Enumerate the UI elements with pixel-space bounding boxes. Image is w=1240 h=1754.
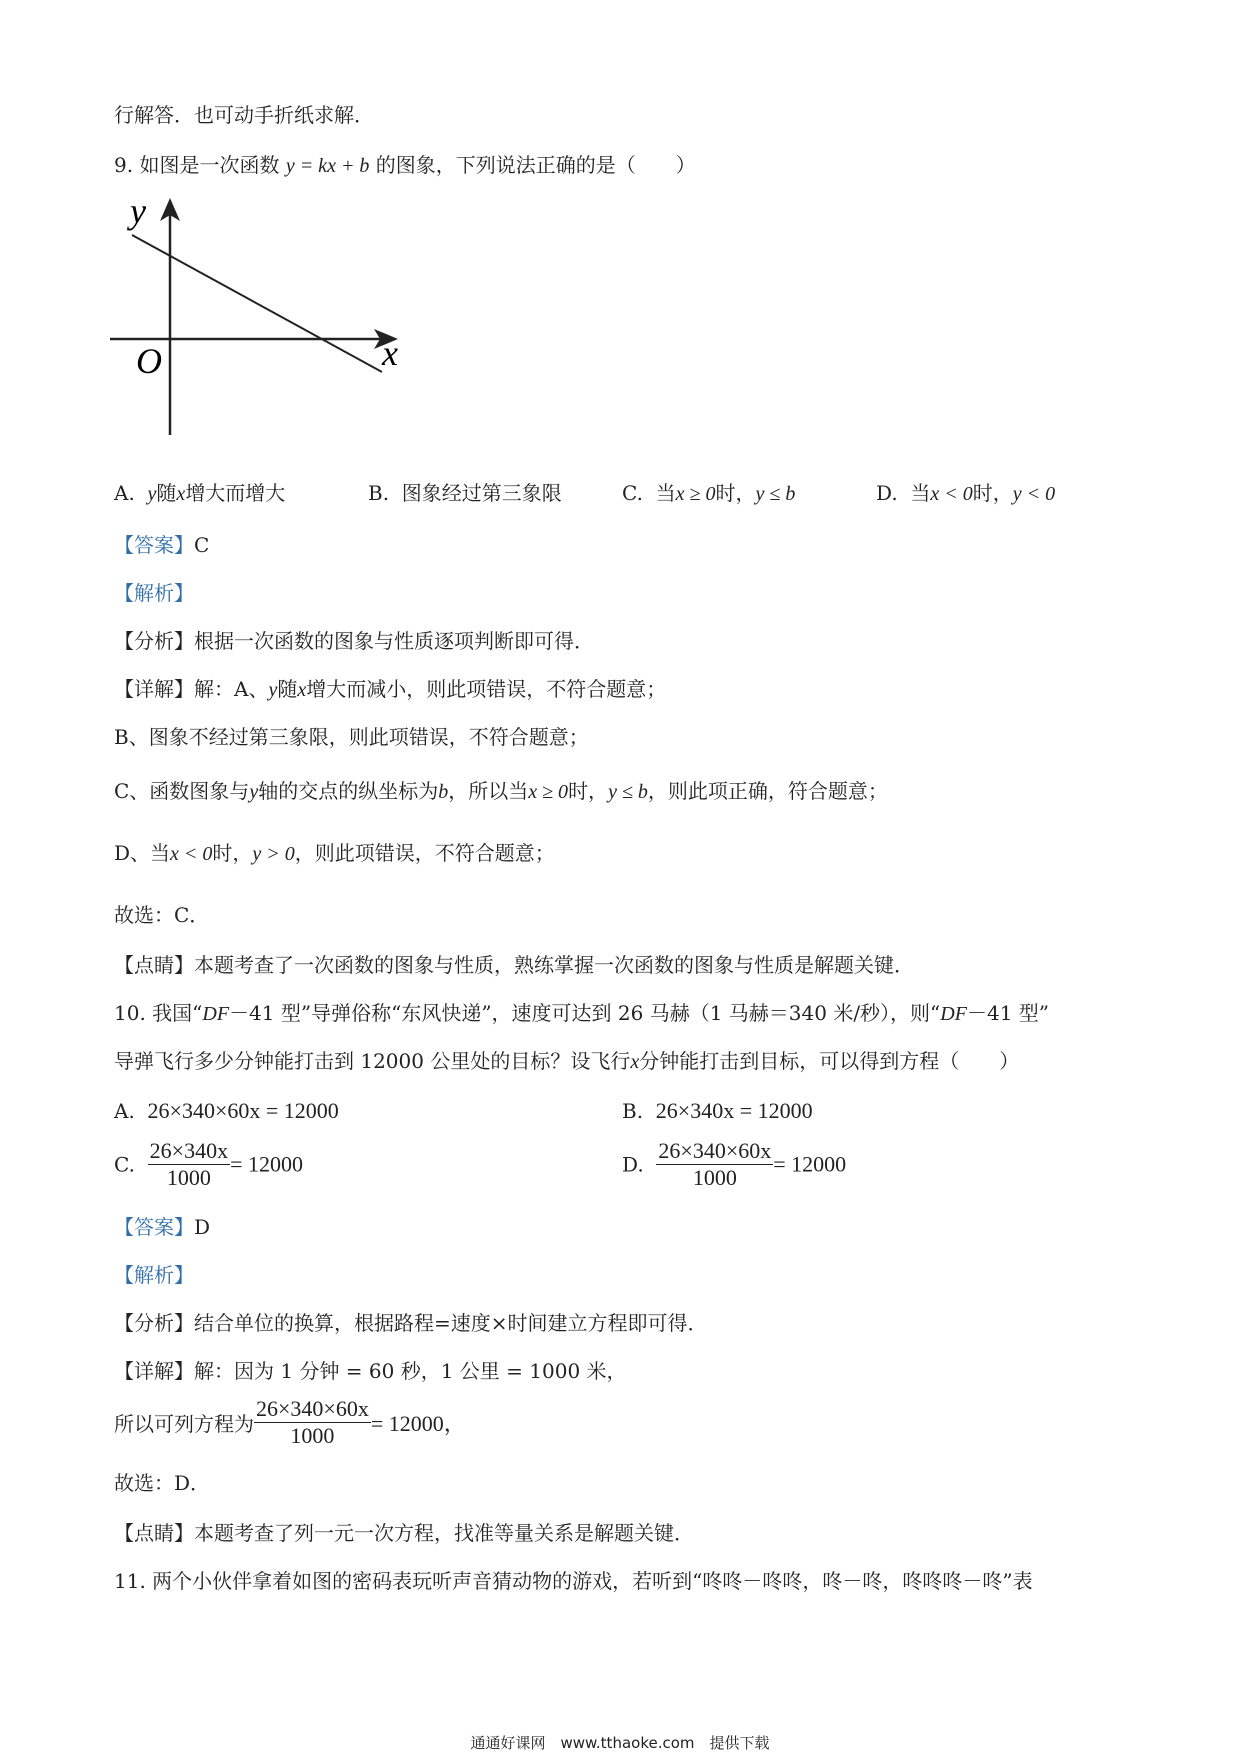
q11-stem: 11. 两个小伙伴拿着如图的密码表玩听声音猜动物的游戏，若听到“咚咚－咚咚，咚－咚，咚咚咚－咚”表 — [114, 1569, 1033, 1593]
answer-tag: 【答案】 — [114, 1215, 194, 1239]
q9-stem-pre: 9. 如图是一次函数 — [114, 153, 280, 177]
q10-answer — [114, 1212, 210, 1242]
q9-dianjing: 【点睛】本题考查了一次函数的图象与性质，熟练掌握一次函数的图象与性质是解题关键． — [114, 953, 914, 977]
q10-answer-value: D — [194, 1215, 211, 1239]
q10-option-c: C. $\frac{26\times 340x}{1000}$ = 12000 — [114, 1138, 304, 1190]
q9-detail-b: B、图象不经过第三象限，则此项错误，不符合题意； — [114, 725, 589, 749]
q9-option-d: D. 当x < 0时，y < 0 — [876, 481, 1056, 505]
q9-y-label: y — [130, 195, 146, 231]
q10-equation-fraction: $\frac{26\times 340\times 60x}{1000}$ — [256, 1396, 369, 1448]
q9-answer-value: C — [194, 533, 210, 557]
q9-option-b: B. 图象经过第三象限 — [368, 481, 562, 505]
q10-option-d: D. $\frac{26\times 340\times 60x}{1000}$ = 12000 — [622, 1138, 847, 1190]
q10-detail: 【详解】解：因为 1 分钟 = 60 秒，1 公里 = 1000 米， — [114, 1359, 627, 1383]
q9-option-c: C. 当x ≥ 0时，y ≤ b — [622, 481, 796, 505]
q9-detail-d: D、当x < 0时，y > 0，则此项错误，不符合题意； — [114, 841, 555, 865]
q9-fenxi: 【分析】根据一次函数的图象与性质逐项判断即可得． — [114, 629, 594, 653]
q9-option-a: A. y随x增大而增大 — [114, 481, 286, 505]
q9-detail-a: 【详解】解：A、y随x增大而减小，则此项错误，不符合题意； — [114, 677, 667, 701]
q10-option-c-fraction: $\frac{26\times 340x}{1000}$ — [149, 1138, 229, 1190]
q10-choose: 故选：D． — [114, 1471, 211, 1495]
q9-stem-post: 的图象，下列说法正确的是（ ） — [375, 153, 696, 177]
q10-equation: 所以可列方程为 $\frac{26\times 340\times 60x}{1000}$ = 12000， — [114, 1396, 466, 1448]
q9-answer — [114, 530, 209, 560]
q10-option-d-fraction: $\frac{26\times 340\times 60x}{1000}$ — [658, 1138, 772, 1190]
q10-dianjing: 【点睛】本题考查了列一元一次方程，找准等量关系是解题关键． — [114, 1521, 694, 1545]
q9-stem — [114, 150, 696, 181]
answer-tag: 【答案】 — [114, 533, 194, 557]
q10-stem-line1: 10. 我国“DF－41 型”导弹俗称“东风快递”，速度可达到 26 马赫（1 马赫＝340 米/秒），则“DF－41 型” — [114, 1001, 1049, 1025]
q9-analysis-tag: 【解析】 — [114, 581, 194, 605]
q10-option-b: B. 26×340x = 12000 — [622, 1098, 813, 1123]
q9-function-graph — [110, 195, 410, 445]
q10-stem-line2: 导弹飞行多少分钟能打击到 12000 公里处的目标？设飞行x分钟能打击到目标，可以得到方程（ ） — [114, 1049, 1020, 1073]
q9-choose: 故选：C． — [114, 903, 210, 927]
q9-stem-expr: y = kx + b — [285, 155, 370, 177]
q10-option-a: A. 26×340×60x = 12000 — [114, 1098, 339, 1123]
q10-analysis-tag: 【解析】 — [114, 1263, 194, 1287]
q9-origin-label: O — [136, 341, 162, 381]
continued-text: 行解答．也可动手折纸求解． — [114, 103, 374, 127]
footer-source: 通通好课网 www.tthaoke.com 提供下载 — [470, 1734, 770, 1752]
q10-fenxi: 【分析】结合单位的换算，根据路程=速度×时间建立方程即可得． — [114, 1311, 708, 1335]
q9-detail-c: C、函数图象与y轴的交点的纵坐标为b，所以当x ≥ 0时，y ≤ b，则此项正确，符合题意； — [114, 779, 888, 803]
q9-x-label: x — [382, 333, 398, 373]
